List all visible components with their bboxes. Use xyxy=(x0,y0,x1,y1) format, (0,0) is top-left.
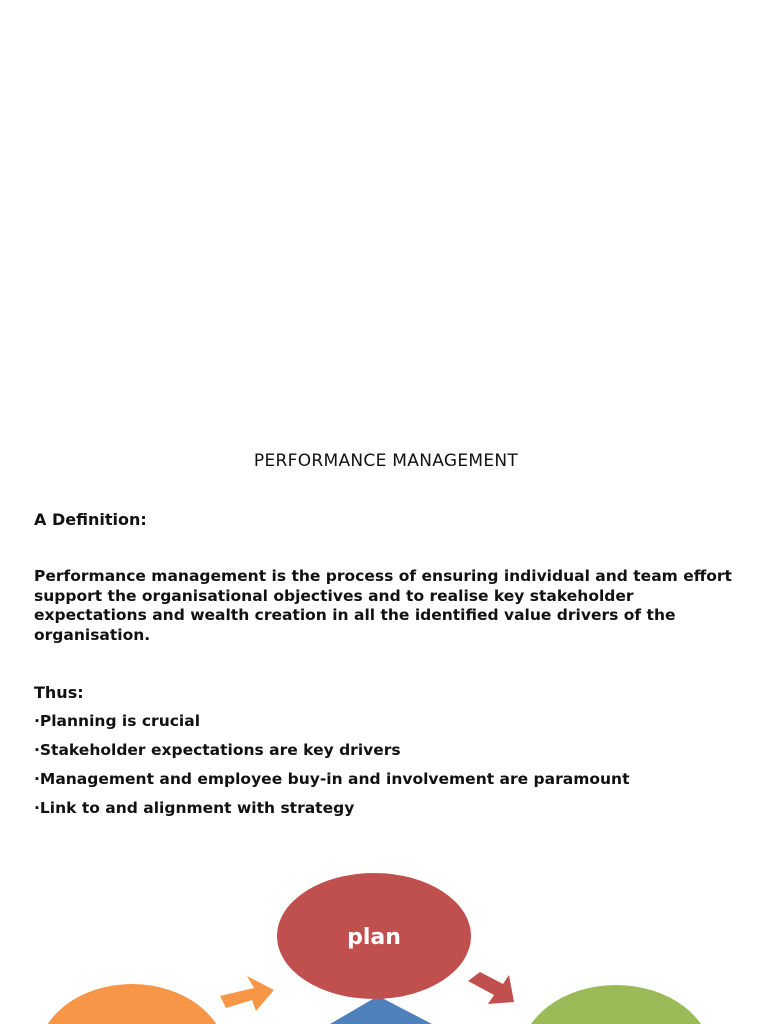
bullet-item: ·Link to and alignment with strategy xyxy=(34,799,355,817)
left-circle xyxy=(38,984,226,1024)
bullet-item: ·Management and employee buy-in and involvement are paramount xyxy=(34,770,630,788)
page-title: PERFORMANCE MANAGEMENT xyxy=(253,451,519,471)
bullet-item: ·Planning is crucial xyxy=(34,712,201,730)
arrow-right-icon xyxy=(468,972,514,1004)
right-circle xyxy=(520,985,712,1024)
thus-heading: Thus: xyxy=(34,683,84,702)
arrow-left-icon xyxy=(220,976,274,1011)
definition-paragraph: Performance management is the process of ensuring individual and team effort support the organisational objectives and to realise key stakeholder expectations and wealth creation in all the identified value drivers of the organisation. xyxy=(34,567,732,644)
center-shape xyxy=(330,996,432,1024)
plan-label: plan xyxy=(347,925,401,950)
bullet-item: ·Stakeholder expectations are key drivers xyxy=(34,741,401,759)
definition-heading: A Definition: xyxy=(34,510,147,529)
